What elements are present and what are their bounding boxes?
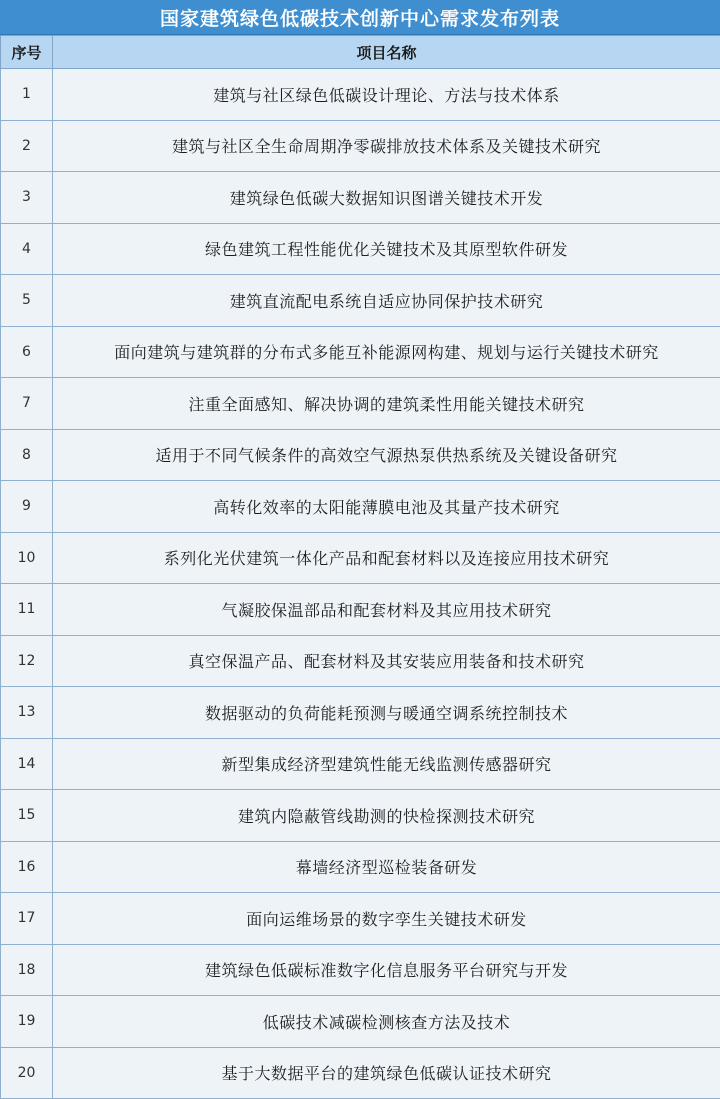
- table-row: [1, 790, 720, 842]
- table-row: [1, 223, 720, 275]
- row-index: 11: [1, 584, 53, 636]
- row-index: 15: [1, 790, 53, 842]
- row-name: 真空保温产品、配套材料及其安装应用装备和技术研究: [53, 635, 720, 687]
- requirements-table: [0, 35, 720, 1099]
- row-name: 幕墙经济型巡检装备研发: [53, 841, 720, 893]
- row-name: 建筑内隐蔽管线勘测的快检探测技术研究: [53, 790, 720, 842]
- table-row: [1, 69, 720, 121]
- row-name: 基于大数据平台的建筑绿色低碳认证技术研究: [53, 1047, 720, 1099]
- row-name: 气凝胶保温部品和配套材料及其应用技术研究: [53, 584, 720, 636]
- row-index: 17: [1, 893, 53, 945]
- table-row: [1, 841, 720, 893]
- header-row: [1, 36, 720, 69]
- row-name: 建筑与社区绿色低碳设计理论、方法与技术体系: [53, 69, 720, 121]
- row-index: 9: [1, 481, 53, 533]
- table-row: [1, 687, 720, 739]
- row-index: 4: [1, 223, 53, 275]
- row-index: 12: [1, 635, 53, 687]
- table-row: [1, 893, 720, 945]
- row-index: 5: [1, 275, 53, 327]
- row-index: 6: [1, 326, 53, 378]
- header-name: 项目名称: [53, 36, 720, 69]
- table-row: [1, 532, 720, 584]
- table-row: [1, 738, 720, 790]
- table-body: [1, 69, 720, 1099]
- row-index: 2: [1, 120, 53, 172]
- row-index: 19: [1, 996, 53, 1048]
- table-row: [1, 584, 720, 636]
- table-row: [1, 275, 720, 327]
- row-index: 1: [1, 69, 53, 121]
- table-header: [1, 36, 720, 69]
- table-row: [1, 996, 720, 1048]
- table-row: [1, 944, 720, 996]
- row-name: 数据驱动的负荷能耗预测与暖通空调系统控制技术: [53, 687, 720, 739]
- row-index: 3: [1, 172, 53, 224]
- table-row: [1, 378, 720, 430]
- table-row: [1, 635, 720, 687]
- row-index: 10: [1, 532, 53, 584]
- table-row: [1, 120, 720, 172]
- row-name: 面向建筑与建筑群的分布式多能互补能源网构建、规划与运行关键技术研究: [53, 326, 720, 378]
- table-row: [1, 481, 720, 533]
- row-index: 7: [1, 378, 53, 430]
- row-name: 面向运维场景的数字孪生关键技术研发: [53, 893, 720, 945]
- row-name: 建筑直流配电系统自适应协同保护技术研究: [53, 275, 720, 327]
- row-index: 8: [1, 429, 53, 481]
- row-name: 建筑与社区全生命周期净零碳排放技术体系及关键技术研究: [53, 120, 720, 172]
- row-index: 13: [1, 687, 53, 739]
- row-name: 高转化效率的太阳能薄膜电池及其量产技术研究: [53, 481, 720, 533]
- table-title: 国家建筑绿色低碳技术创新中心需求发布列表: [0, 0, 720, 35]
- row-name: 系列化光伏建筑一体化产品和配套材料以及连接应用技术研究: [53, 532, 720, 584]
- row-index: 14: [1, 738, 53, 790]
- row-name: 绿色建筑工程性能优化关键技术及其原型软件研发: [53, 223, 720, 275]
- row-name: 建筑绿色低碳大数据知识图谱关键技术开发: [53, 172, 720, 224]
- row-name: 适用于不同气候条件的高效空气源热泵供热系统及关键设备研究: [53, 429, 720, 481]
- row-name: 注重全面感知、解决协调的建筑柔性用能关键技术研究: [53, 378, 720, 430]
- table-row: [1, 172, 720, 224]
- table-row: [1, 326, 720, 378]
- row-index: 20: [1, 1047, 53, 1099]
- table-row: [1, 1047, 720, 1099]
- row-name: 低碳技术减碳检测核查方法及技术: [53, 996, 720, 1048]
- row-index: 18: [1, 944, 53, 996]
- header-index: 序号: [1, 36, 53, 69]
- row-name: 新型集成经济型建筑性能无线监测传感器研究: [53, 738, 720, 790]
- row-index: 16: [1, 841, 53, 893]
- table-row: [1, 429, 720, 481]
- row-name: 建筑绿色低碳标准数字化信息服务平台研究与开发: [53, 944, 720, 996]
